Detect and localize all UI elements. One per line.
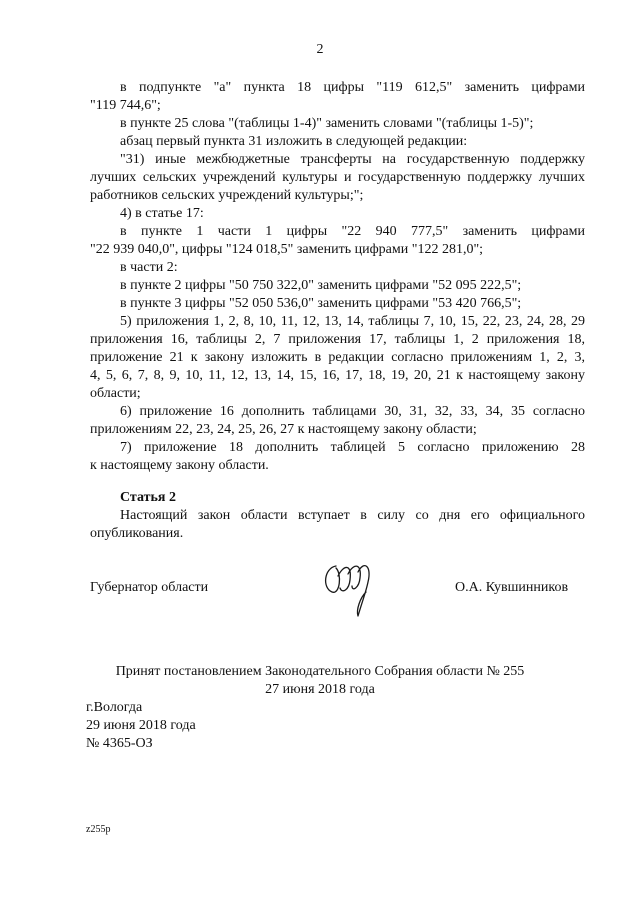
paragraph-line: абзац первый пункта 31 изложить в следующей редакции: (120, 134, 468, 149)
footer-code: z255p (86, 824, 111, 835)
paragraph-line: лучших сельских учреждений культуры и государственную поддержку лучших (90, 170, 585, 185)
paragraph-line: работников сельских учреждений культуры;"; (90, 188, 364, 203)
paragraph-line: "31) иные межбюджетные трансферты на государственную поддержку (120, 152, 585, 167)
paragraph-line: приложениям 22, 23, 24, 25, 26, 27 к настоящему закону области; (90, 422, 477, 437)
paragraph-line: в пункте 25 слова "(таблицы 1-4)" заменить словами "(таблицы 1-5)"; (120, 116, 534, 131)
paragraph-line: в пункте 3 цифры "52 050 536,0" заменить цифрами "53 420 766,5"; (120, 296, 522, 311)
adoption-line: Принят постановлением Законодательного Собрания области № 255 (115, 664, 525, 679)
paragraph-line: в пункте 1 части 1 цифры "22 940 777,5" заменить цифрами (120, 224, 585, 239)
handwritten-signature (318, 552, 378, 622)
signatory-position: Губернатор области (90, 580, 209, 595)
paragraph-line: 5) приложения 1, 2, 8, 10, 11, 12, 13, 14, таблицы 7, 10, 15, 22, 23, 24, 28, 29 (120, 314, 585, 329)
article-heading: Статья 2 (120, 490, 176, 505)
paragraph-line: 7) приложение 18 дополнить таблицей 5 согласно приложению 28 (120, 440, 585, 455)
paragraph-line: в пункте 2 цифры "50 750 322,0" заменить цифрами "52 095 222,5"; (120, 278, 522, 293)
paragraph-line: "119 744,6"; (90, 98, 161, 113)
paragraph-line: к настоящему закону области. (90, 458, 269, 473)
adoption-date: 27 июня 2018 года (265, 682, 375, 697)
paragraph-line: "22 939 040,0", цифры "124 018,5" заменить цифрами "122 281,0"; (90, 242, 484, 257)
paragraph-line: приложения 16, таблицы 2, 7 приложения 17, таблицы 1, 2 приложения 18, (90, 332, 585, 347)
paragraph-line: опубликования. (90, 526, 184, 541)
paragraph-line: в подпункте "а" пункта 18 цифры "119 612,5" заменить цифрами (120, 80, 585, 95)
footer-date: 29 июня 2018 года (86, 718, 196, 733)
signatory-name: О.А. Кувшинников (455, 580, 569, 595)
paragraph-line: Настоящий закон области вступает в силу со дня его официального (120, 508, 585, 523)
page-number: 2 (316, 42, 324, 57)
paragraph-line: приложение 21 к закону изложить в редакции согласно приложениям 1, 2, 3, (90, 350, 585, 365)
footer-number: № 4365-ОЗ (86, 736, 153, 751)
paragraph-line: 6) приложение 16 дополнить таблицами 30, 31, 32, 33, 34, 35 согласно (120, 404, 585, 419)
paragraph-line: 4, 5, 6, 7, 8, 9, 10, 11, 12, 13, 14, 15, 16, 17, 18, 19, 20, 21 к настоящему закону (90, 368, 585, 383)
paragraph-line: области; (90, 386, 141, 401)
paragraph-line: в части 2: (120, 260, 178, 275)
footer-city: г.Вологда (86, 700, 143, 715)
paragraph-line: 4) в статье 17: (120, 206, 204, 221)
